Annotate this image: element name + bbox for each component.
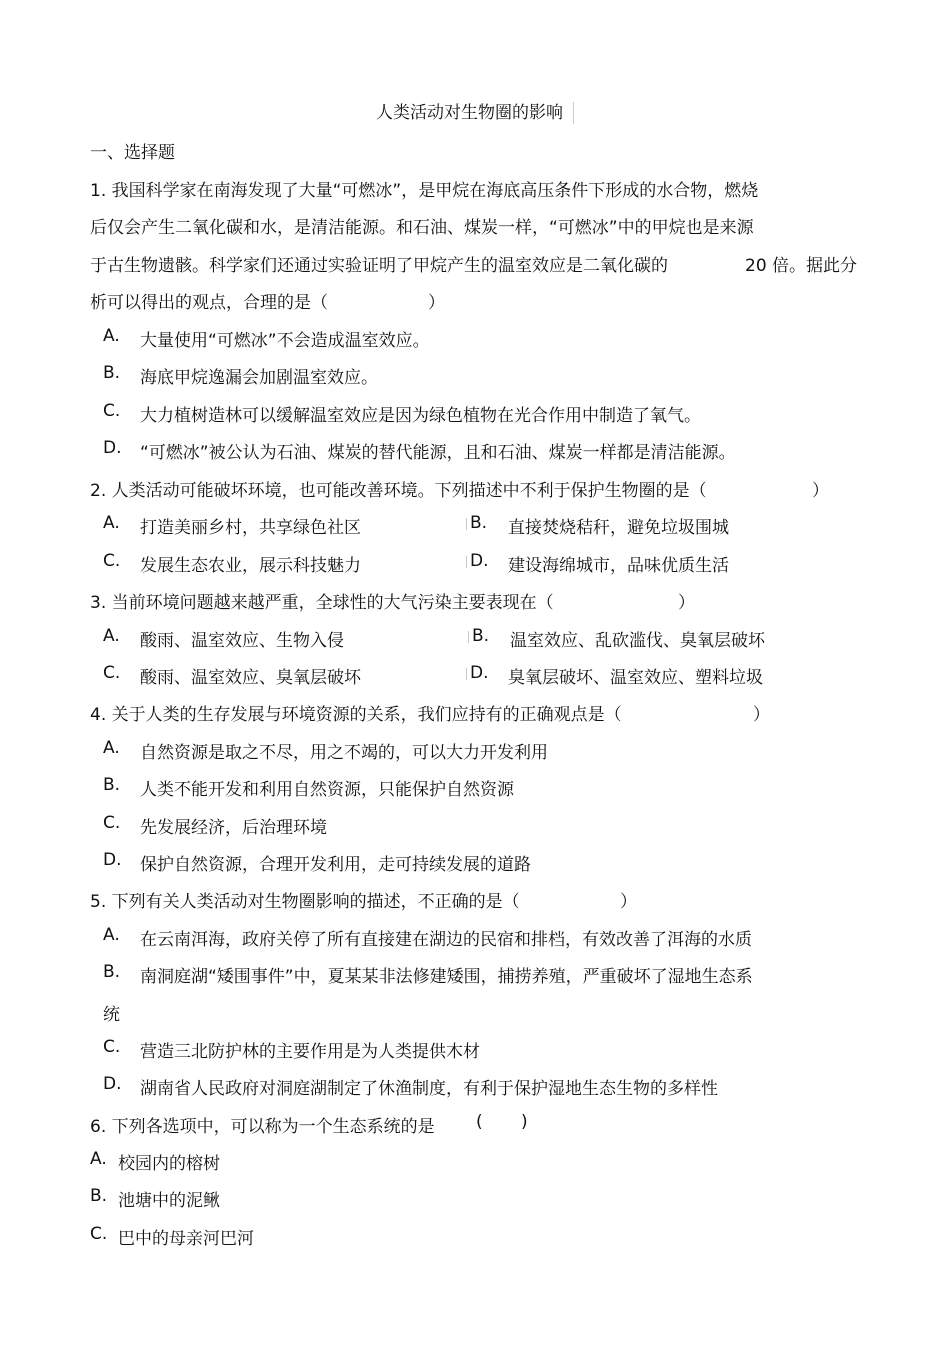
q4-answer-paren-close: ） [753, 705, 770, 725]
q5-answer-paren-close: ） [620, 892, 637, 912]
q3-option-c-text: 酸雨、温室效应、臭氧层破坏 [140, 668, 361, 688]
q4-option-d-letter: D. [103, 850, 122, 870]
q2-option-d-letter: D. [470, 551, 489, 571]
q1-answer-paren-close: ） [428, 293, 445, 313]
column-divider [466, 668, 467, 680]
q5-option-c-letter: C. [103, 1037, 121, 1057]
q2-option-c-text: 发展生态农业，展示科技魅力 [140, 556, 361, 576]
q6-option-a-letter: A. [90, 1149, 107, 1169]
column-divider [466, 518, 467, 530]
q5-option-b-text: 南洞庭湖“矮围事件”中，夏某某非法修建矮围，捕捞养殖，严重破坏了湿地生态系 [140, 967, 753, 987]
q2-option-b-text: 直接焚烧秸秆，避免垃圾围城 [508, 518, 729, 538]
q4-stem: 4. 关于人类的生存发展与环境资源的关系，我们应持有的正确观点是（ [90, 705, 622, 725]
q1-option-a-letter: A. [103, 326, 120, 346]
q4-option-a-text: 自然资源是取之不尽，用之不竭的，可以大力开发利用 [140, 743, 548, 763]
q5-option-b-letter: B. [103, 962, 121, 982]
q2-answer-paren-close: ） [812, 481, 829, 501]
q4-option-b-text: 人类不能开发和利用自然资源，只能保护自然资源 [140, 780, 514, 800]
column-divider [466, 556, 467, 568]
column-divider [468, 631, 469, 643]
q5-option-c-text: 营造三北防护林的主要作用是为人类提供木材 [140, 1042, 480, 1062]
q5-option-b-continuation: 统 [103, 1005, 120, 1025]
q5-option-d-text: 湖南省人民政府对洞庭湖制定了休渔制度，有利于保护湿地生态生物的多样性 [140, 1079, 718, 1099]
q3-option-c-letter: C. [103, 663, 121, 683]
q6-option-b-text: 池塘中的泥鳅 [118, 1191, 220, 1211]
q2-option-d-text: 建设海绵城市，品味优质生活 [508, 556, 729, 576]
q6-option-b-letter: B. [90, 1186, 108, 1206]
q6-option-c-text: 巴中的母亲河巴河 [118, 1229, 254, 1249]
q1-stem-line1: 1. 我国科学家在南海发现了大量“可燃冰”，是甲烷在海底高压条件下形成的水合物，燃烧 [90, 181, 759, 201]
q2-option-c-letter: C. [103, 551, 121, 571]
q1-option-b-text: 海底甲烷逸漏会加剧温室效应。 [140, 368, 378, 388]
q2-option-b-letter: B. [470, 513, 488, 533]
q2-option-a-letter: A. [103, 513, 120, 533]
q1-stem-line4: 析可以得出的观点，合理的是（ [90, 293, 328, 313]
q3-option-d-letter: D. [470, 663, 489, 683]
q1-option-a-text: 大量使用“可燃冰”不会造成温室效应。 [140, 331, 430, 351]
q1-stem-line3: 于古生物遗骸。科学家们还通过实验证明了甲烷产生的温室效应是二氧化碳的 [90, 256, 668, 276]
q1-option-c-text: 大力植树造林可以缓解温室效应是因为绿色植物在光合作用中制造了氧气。 [140, 406, 701, 426]
q1-option-d-letter: D. [103, 438, 122, 458]
q3-option-b-letter: B. [472, 626, 490, 646]
q3-answer-paren-close: ） [678, 593, 695, 613]
q6-stem: 6. 下列各选项中，可以称为一个生态系统的是 [90, 1117, 435, 1137]
q1-option-c-letter: C. [103, 401, 121, 421]
section-heading: 一、选择题 [90, 143, 175, 163]
q5-option-d-letter: D. [103, 1074, 122, 1094]
q1-stem-line2: 后仅会产生二氧化碳和水，是清洁能源。和石油、煤炭一样，“可燃冰”中的甲烷也是来源 [90, 218, 754, 238]
q6-option-c-letter: C. [90, 1224, 108, 1244]
q2-option-a-text: 打造美丽乡村，共享绿色社区 [140, 518, 361, 538]
q4-option-b-letter: B. [103, 775, 121, 795]
q3-option-b-text: 温室效应、乱砍滥伐、臭氧层破坏 [510, 631, 765, 651]
q6-answer-paren-close: ) [521, 1112, 528, 1132]
q3-stem: 3. 当前环境问题越来越严重，全球性的大气污染主要表现在（ [90, 593, 554, 613]
q5-option-a-text: 在云南洱海，政府关停了所有直接建在湖边的民宿和排档，有效改善了洱海的水质 [140, 930, 752, 950]
q5-option-a-letter: A. [103, 925, 120, 945]
q1-option-d-text: “可燃冰”被公认为石油、煤炭的替代能源，且和石油、煤炭一样都是清洁能源。 [140, 443, 736, 463]
q5-stem: 5. 下列有关人类活动对生物圈影响的描述，不正确的是（ [90, 892, 520, 912]
q4-option-c-letter: C. [103, 813, 121, 833]
document-title: 人类活动对生物圈的影响 [0, 98, 950, 124]
q3-option-a-text: 酸雨、温室效应、生物入侵 [140, 631, 344, 651]
q4-option-d-text: 保护自然资源，合理开发利用，走可持续发展的道路 [140, 855, 531, 875]
q3-option-d-text: 臭氧层破坏、温室效应、塑料垃圾 [508, 668, 763, 688]
q2-stem: 2. 人类活动可能破坏环境，也可能改善环境。下列描述中不利于保护生物圈的是（ [90, 481, 707, 501]
q6-answer-paren-open: ( [476, 1112, 483, 1132]
cursor-bar [573, 102, 574, 124]
q1-stem-line3-end: 20 倍。据此分 [745, 256, 858, 276]
q3-option-a-letter: A. [103, 626, 120, 646]
q6-option-a-text: 校园内的榕树 [118, 1154, 220, 1174]
q1-option-b-letter: B. [103, 363, 121, 383]
q4-option-a-letter: A. [103, 738, 120, 758]
q4-option-c-text: 先发展经济，后治理环境 [140, 818, 327, 838]
